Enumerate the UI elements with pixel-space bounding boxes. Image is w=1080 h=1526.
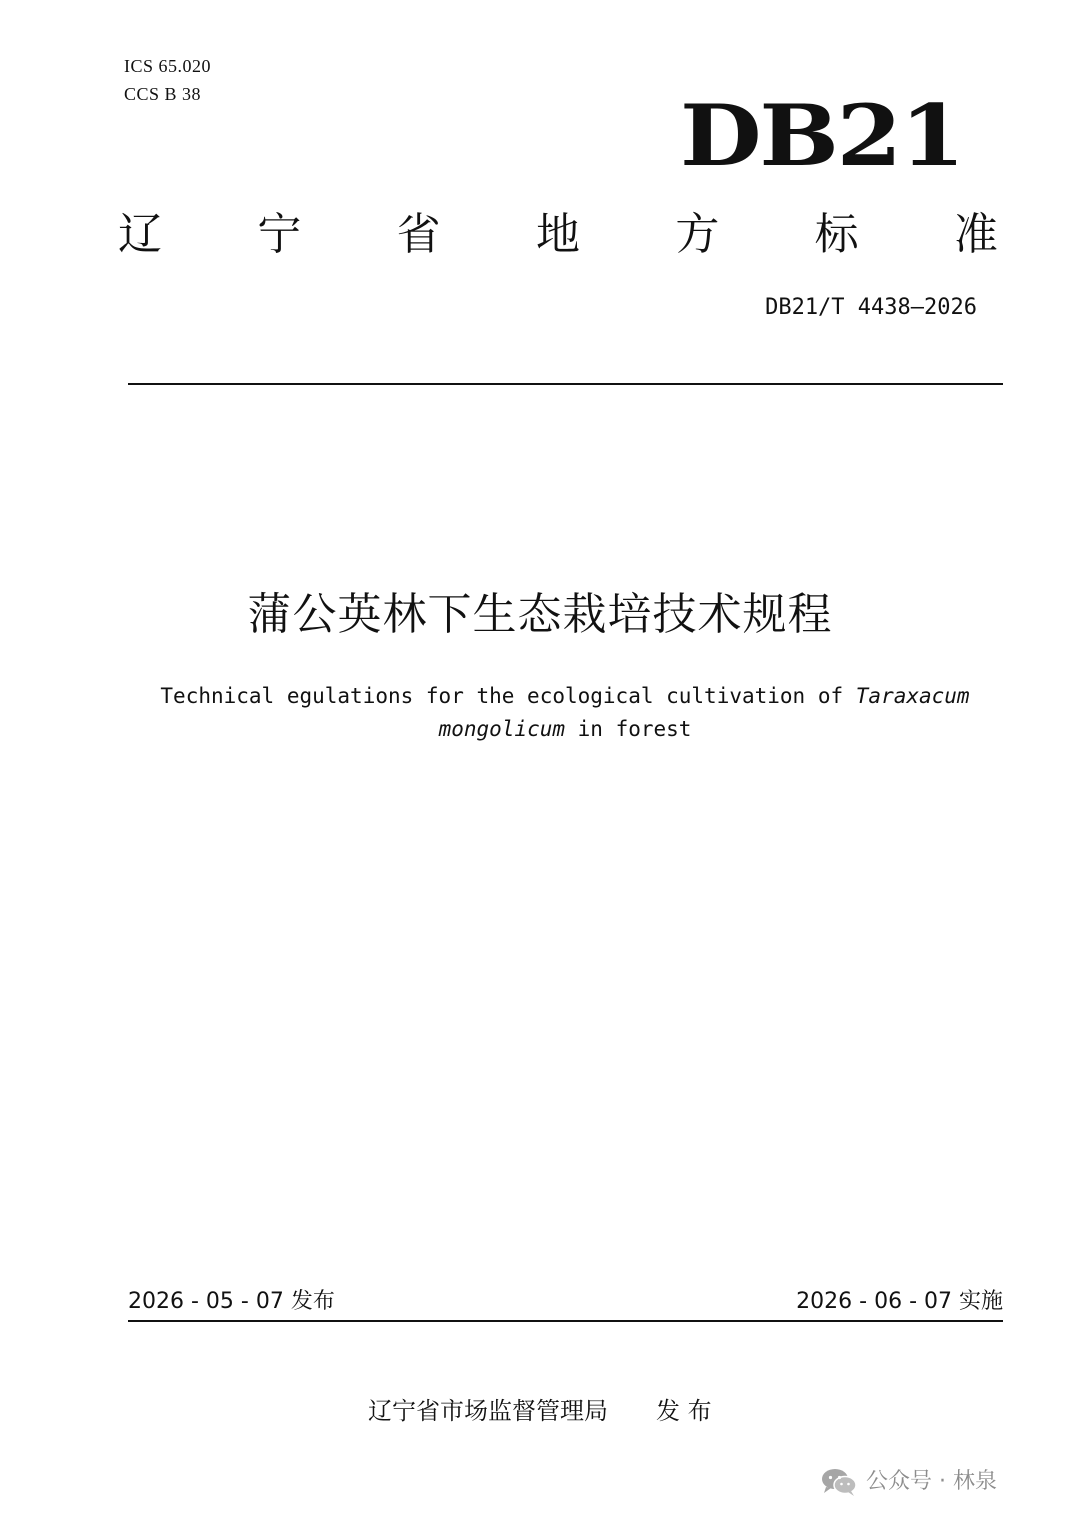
top-divider [128, 383, 1003, 385]
standard-type-char: 标 [814, 209, 859, 260]
ics-code: ICS 65.020 [124, 56, 212, 76]
title-en-part1: Technical egulations for the ecological cultivation of [160, 684, 856, 708]
issuer-name: 辽宁省市场监督管理局 [368, 1397, 608, 1425]
standard-type-char: 辽 [118, 209, 162, 260]
issuer-line [368, 1394, 712, 1428]
standard-number: DB21/T 4438—2026 [765, 295, 977, 320]
standard-type-char: 准 [953, 209, 998, 260]
ccs-code: CCS B 38 [124, 84, 202, 104]
title-en-italic-genus: Taraxacum [855, 684, 970, 708]
watermark-text: 公众号 · 林泉 [866, 1469, 997, 1494]
document-title-en [150, 680, 980, 746]
standard-type-char: 宁 [257, 209, 302, 260]
publish-date: 2026 - 05 - 07 发布 [128, 1289, 335, 1314]
title-en-part2: in forest [565, 717, 692, 741]
standard-type-title [118, 205, 998, 265]
standard-type-char: 方 [675, 209, 720, 260]
db21-logo: DB21 [680, 86, 964, 185]
standard-type-char: 地 [535, 209, 580, 260]
title-en-italic-species: mongolicum [438, 717, 565, 741]
implement-date: 2026 - 06 - 07 实施 [796, 1289, 1003, 1314]
classification-codes [124, 52, 211, 108]
wechat-icon [820, 1467, 858, 1497]
bottom-divider [128, 1320, 1003, 1322]
issuer-action: 发 布 [656, 1397, 712, 1425]
standard-type-char: 省 [396, 209, 441, 260]
watermark [820, 1466, 997, 1498]
document-title-cn: 蒲公英林下生态栽培技术规程 [247, 589, 833, 640]
